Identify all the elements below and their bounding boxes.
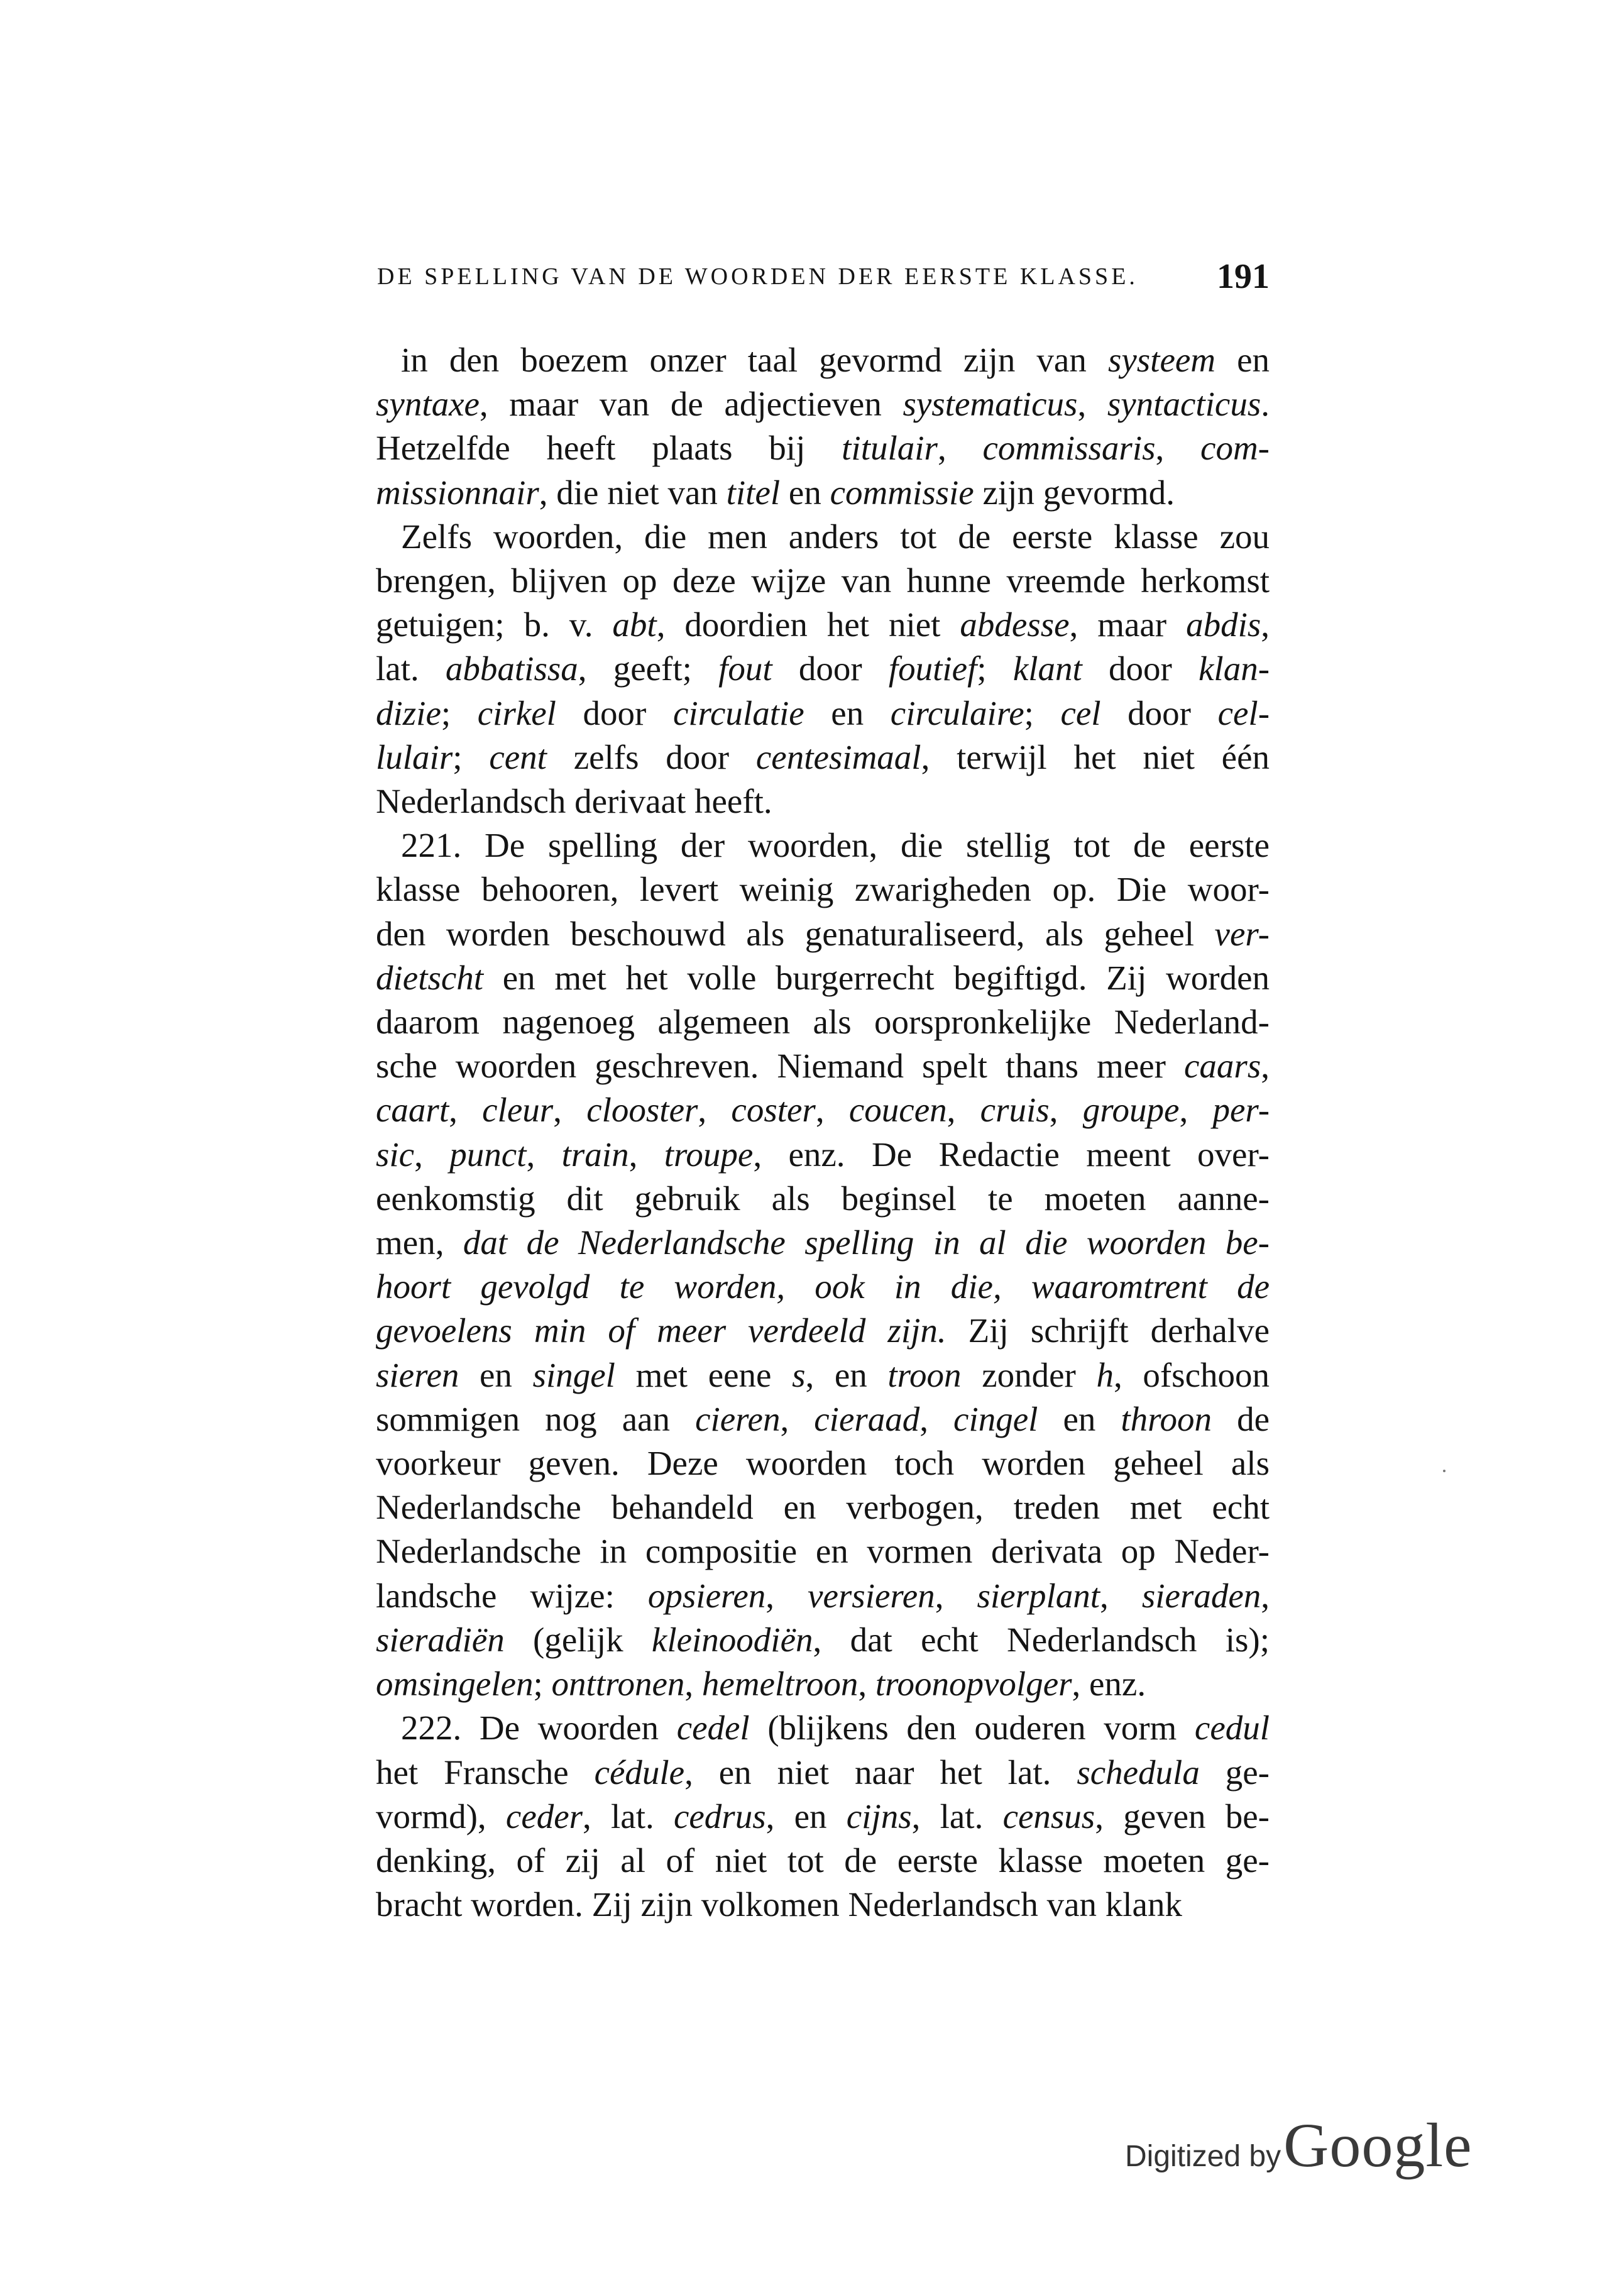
text-run: vormd), [376, 1797, 506, 1836]
italic-term: cel [1060, 693, 1101, 732]
text-run: , dat echt Nederlandsch is); [813, 1620, 1270, 1659]
italic-term: circulaire [890, 693, 1024, 732]
text-run: zelfs door [546, 737, 756, 776]
paragraph [376, 338, 1270, 515]
italic-term: circulatie [672, 693, 804, 732]
text-line [376, 426, 1270, 470]
text-run: met eene [615, 1355, 793, 1394]
text-run: door [556, 693, 673, 732]
text-run: , maar [1069, 605, 1187, 644]
text-run: (blijkens den ouderen vorm [749, 1709, 1195, 1748]
text-line [376, 338, 1270, 382]
italic-term: coster [731, 1091, 816, 1130]
text-run: , [1155, 429, 1201, 468]
italic-term: cleur [482, 1091, 554, 1130]
text-run: in den boezem onzer taal gevormd zijn van [401, 341, 1108, 379]
italic-term: hemeltroon [701, 1665, 859, 1704]
text-run: , [1100, 1576, 1142, 1615]
text-run: ; [977, 649, 1013, 688]
text-line [376, 382, 1270, 426]
text-line [376, 515, 1270, 559]
text-run: ge- [1199, 1753, 1270, 1792]
italic-term: dat de Nederlandsche spelling in al die woorden be- [463, 1223, 1270, 1262]
italic-term: cedrus [673, 1797, 766, 1836]
text-run: Hetzelfde heeft plaats bij [376, 429, 842, 468]
text-run: door [1082, 649, 1199, 688]
text-run: , [1179, 1091, 1213, 1130]
text-run: 222. De woorden [401, 1709, 677, 1748]
italic-term: omsingelen [376, 1665, 534, 1704]
text-run: , [1261, 1047, 1270, 1086]
text-line [376, 471, 1270, 515]
text-run: de [1212, 1399, 1270, 1438]
text-run: 221. De spelling der woorden, die stellig tot de eerste [401, 826, 1270, 865]
italic-term: fout [718, 649, 772, 688]
italic-term: singel [532, 1355, 615, 1394]
text-line [376, 1441, 1270, 1485]
italic-term: abt [612, 605, 657, 644]
text-run: , [698, 1091, 732, 1130]
italic-term: systeem [1107, 341, 1215, 379]
italic-term: train [561, 1135, 629, 1174]
digitized-label: Digitized by [1125, 2140, 1281, 2173]
text-run: , [414, 1135, 450, 1174]
text-line [376, 1529, 1270, 1573]
italic-term: kleinoodiën [651, 1620, 813, 1659]
text-line [376, 603, 1270, 647]
text-run: door [1100, 693, 1218, 732]
italic-term: gevoelens min of meer verdeeld zijn. [376, 1311, 946, 1350]
text-run: ; [1024, 693, 1061, 732]
text-run: , [684, 1665, 702, 1704]
digitized-by-footer [1125, 2109, 1473, 2181]
text-run: en [804, 693, 891, 732]
text-line [376, 867, 1270, 911]
text-run: Zelfs woorden, die men anders tot de eerste klasse zou [401, 517, 1270, 556]
italic-term: cruis [980, 1091, 1050, 1130]
text-run: , enz. [1072, 1665, 1146, 1704]
text-run: brengen, blijven op deze wijze van hunne vreemde herkomst [376, 561, 1270, 600]
text-run: denking, of zij al of niet tot de eerste klasse moeten ge- [376, 1841, 1270, 1880]
running-title: DE SPELLING VAN DE WOORDEN DER EERSTE KLASSE. [377, 263, 1138, 290]
italic-term: troupe [664, 1135, 754, 1174]
text-run: , [1077, 385, 1107, 424]
text-line [376, 1618, 1270, 1662]
text-run: (gelijk [504, 1620, 652, 1659]
text-line [376, 912, 1270, 956]
text-line [376, 647, 1270, 691]
text-line [376, 1133, 1270, 1177]
italic-term: cédule [594, 1753, 685, 1792]
italic-term: syntaxe [376, 385, 480, 424]
text-run: en [459, 1355, 533, 1394]
italic-term: ceder [505, 1797, 583, 1836]
text-line [376, 1353, 1270, 1397]
text-line [376, 1706, 1270, 1750]
italic-term: hoort gevolgd te worden, ook in die, waaromtrent de [376, 1267, 1270, 1306]
text-line [376, 1044, 1270, 1088]
italic-term: opsieren [647, 1576, 766, 1615]
text-run: men, [376, 1223, 463, 1262]
italic-term: cent [489, 737, 547, 776]
italic-term: h [1096, 1355, 1114, 1394]
text-run: klasse behooren, levert weinig zwarigheden op. Die woor- [376, 870, 1270, 909]
text-line [376, 1485, 1270, 1529]
text-run: , [946, 1091, 980, 1130]
italic-term: cel- [1217, 693, 1270, 732]
text-run: , [780, 1399, 815, 1438]
text-run: ; [441, 693, 478, 732]
italic-term: per- [1212, 1091, 1270, 1130]
text-run: , geeft; [578, 649, 719, 688]
italic-term: abdesse [960, 605, 1070, 644]
google-logo: Google [1283, 2110, 1473, 2180]
italic-term: punct [449, 1135, 527, 1174]
italic-term: caart [376, 1091, 449, 1130]
italic-term: dietscht [376, 958, 484, 997]
text-run: en [1038, 1399, 1121, 1438]
text-run: zonder [961, 1355, 1097, 1394]
text-run: , maar van de adjectieven [479, 385, 903, 424]
text-run: , [1261, 605, 1270, 644]
text-run: bracht worden. Zij zijn volkomen Nederlandsch van klank [376, 1885, 1182, 1924]
text-run: , ofschoon [1113, 1355, 1270, 1394]
text-run: landsche wijze: [376, 1576, 648, 1615]
text-run: zijn gevormd. [974, 473, 1175, 512]
text-run: sche woorden geschreven. Niemand spelt thans meer [376, 1047, 1185, 1086]
italic-term: troon [887, 1355, 962, 1394]
text-run: en [1215, 341, 1270, 379]
text-run: , [919, 1399, 954, 1438]
italic-term: com- [1200, 429, 1270, 468]
text-run: , [1049, 1091, 1083, 1130]
paragraph [376, 515, 1270, 823]
text-run: , [449, 1091, 483, 1130]
italic-term: syntacticus [1107, 385, 1261, 424]
italic-term: commissie [830, 473, 974, 512]
page-number: 191 [1217, 257, 1270, 296]
italic-term: sierplant [977, 1576, 1100, 1615]
text-run: getuigen; b. v. [376, 605, 613, 644]
text-run: , [1261, 1576, 1270, 1615]
text-line [376, 1839, 1270, 1883]
text-line [376, 1221, 1270, 1265]
text-run: , [935, 1576, 977, 1615]
italic-term: missionnair [376, 473, 539, 512]
text-line [376, 956, 1270, 1000]
text-run: , [526, 1135, 562, 1174]
italic-term: schedula [1077, 1753, 1200, 1792]
text-run: den worden beschouwd als genaturaliseerd, als geheel [376, 914, 1215, 953]
text-run: , en [805, 1355, 888, 1394]
paragraph [376, 1706, 1270, 1927]
italic-term: census [1002, 1797, 1095, 1836]
text-line [376, 1574, 1270, 1618]
text-run: . [1261, 385, 1270, 424]
text-line [376, 779, 1270, 823]
text-line [376, 1883, 1270, 1927]
italic-term: titel [726, 473, 781, 512]
text-run: , [937, 429, 983, 468]
text-line [376, 559, 1270, 603]
text-run: het Fransche [376, 1753, 595, 1792]
text-line [376, 1309, 1270, 1353]
text-line [376, 1265, 1270, 1309]
italic-term: abdis [1186, 605, 1261, 644]
text-run: , [628, 1135, 664, 1174]
text-run: ; [533, 1665, 552, 1704]
text-run: en [780, 473, 830, 512]
text-run: Zij schrijft derhalve [946, 1311, 1270, 1350]
running-header [377, 257, 1270, 296]
italic-term: cieren [695, 1399, 781, 1438]
italic-term: klan- [1199, 649, 1270, 688]
text-line [376, 1662, 1270, 1706]
paragraph [376, 823, 1270, 1706]
italic-term: lulair [376, 737, 453, 776]
text-line [376, 1751, 1270, 1795]
text-run: , [553, 1091, 587, 1130]
text-run: , [765, 1576, 808, 1615]
text-line [376, 735, 1270, 779]
italic-term: commissaris [982, 429, 1156, 468]
text-run: voorkeur geven. Deze woorden toch worden geheel als [376, 1444, 1270, 1483]
italic-term: onttronen [551, 1665, 685, 1704]
italic-term: coucen [848, 1091, 947, 1130]
text-run: , en niet naar het lat. [684, 1753, 1077, 1792]
italic-term: sic [376, 1135, 415, 1174]
italic-term: caars [1184, 1047, 1261, 1086]
text-run: Nederlandsch derivaat heeft. [376, 782, 772, 821]
italic-term: cirkel [477, 693, 556, 732]
body-text [376, 338, 1270, 1927]
italic-term: centesimaal [755, 737, 921, 776]
italic-term: troonopvolger [875, 1665, 1072, 1704]
italic-term: cedul [1194, 1709, 1270, 1748]
italic-term: sieren [376, 1355, 459, 1394]
text-run: , [815, 1091, 849, 1130]
text-run: ; [453, 737, 490, 776]
italic-term: klant [1012, 649, 1082, 688]
italic-term: clooster [586, 1091, 698, 1130]
text-line [376, 1397, 1270, 1441]
text-run: Nederlandsche in compositie en vormen derivata op Neder- [376, 1532, 1270, 1571]
text-line [376, 1000, 1270, 1044]
text-run: , die niet van [539, 473, 727, 512]
text-line [376, 1795, 1270, 1839]
italic-term: throon [1121, 1399, 1212, 1438]
text-run: eenkomstig dit gebruik als beginsel te moeten aanne- [376, 1179, 1270, 1218]
text-line [376, 1177, 1270, 1221]
italic-term: foutief [888, 649, 977, 688]
italic-term: cedel [676, 1709, 750, 1748]
italic-term: titulair [842, 429, 938, 468]
italic-term: cijns [846, 1797, 912, 1836]
text-run: sommigen nog aan [376, 1399, 696, 1438]
text-run: , enz. De Redactie meent over- [753, 1135, 1270, 1174]
scan-speck [1443, 1470, 1446, 1472]
text-run: , lat. [911, 1797, 1003, 1836]
text-run: Nederlandsche behandeld en verbogen, treden met echt [376, 1488, 1270, 1527]
italic-term: cingel [953, 1399, 1038, 1438]
italic-term: groupe [1082, 1091, 1180, 1130]
text-line [376, 823, 1270, 867]
text-line [376, 691, 1270, 735]
text-run: , en [765, 1797, 847, 1836]
text-run: , geven be- [1095, 1797, 1270, 1836]
italic-term: versieren [808, 1576, 935, 1615]
text-run: door [772, 649, 889, 688]
text-run: lat. [376, 649, 446, 688]
text-run: , lat. [583, 1797, 674, 1836]
italic-term: dizie [376, 693, 441, 732]
italic-term: sieraden [1141, 1576, 1261, 1615]
italic-term: s [792, 1355, 806, 1394]
text-run: , terwijl het niet één [921, 737, 1270, 776]
italic-term: cieraad [814, 1399, 920, 1438]
text-run: daarom nagenoeg algemeen als oorspronkelijke Nederland- [376, 1003, 1270, 1042]
italic-term: abbatissa [445, 649, 578, 688]
italic-term: systematicus [903, 385, 1078, 424]
italic-term: sieradiën [376, 1620, 505, 1659]
italic-term: ver- [1214, 914, 1270, 953]
text-line [376, 1088, 1270, 1132]
text-run: , doordien het niet [656, 605, 960, 644]
text-run: en met het volle burgerrecht begiftigd. Zij worden [483, 958, 1270, 997]
text-run: , [858, 1665, 875, 1704]
